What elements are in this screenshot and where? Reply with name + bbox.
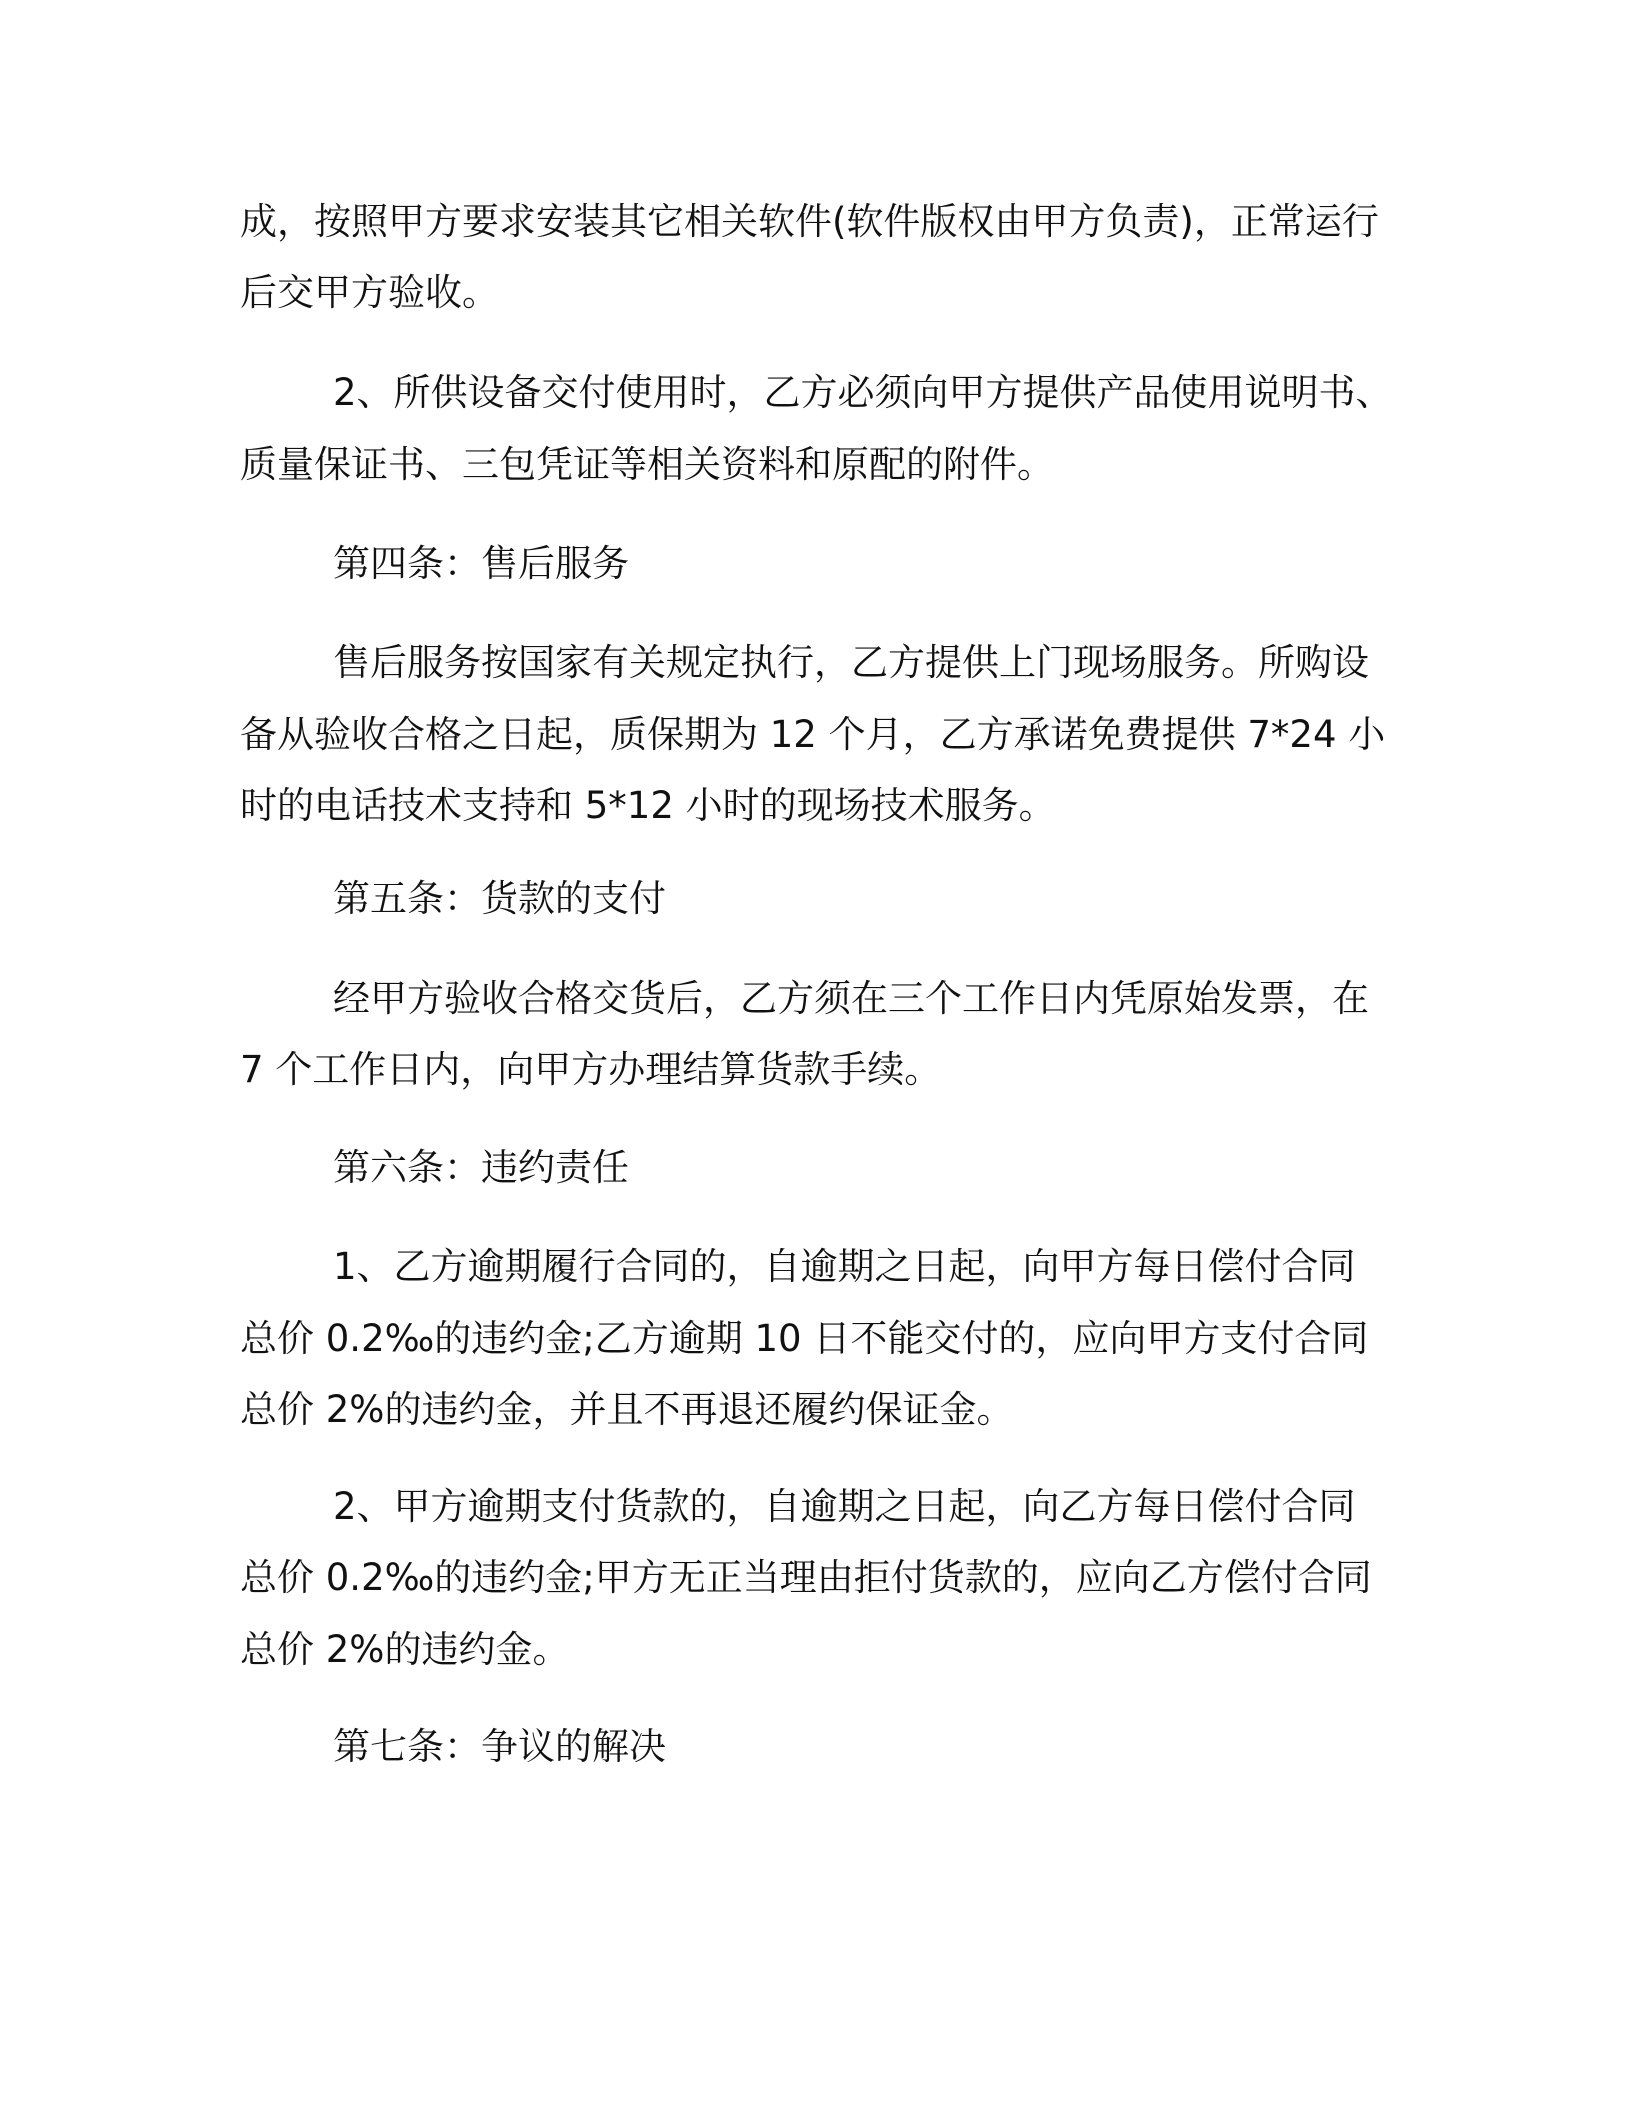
section-heading: 第七条：争议的解决 bbox=[333, 1725, 666, 1768]
section-heading: 第五条：货款的支付 bbox=[333, 877, 666, 920]
section-heading: 第四条：售后服务 bbox=[333, 542, 629, 585]
paragraph-line: 2、所供设备交付使用时，乙方必须向甲方提供产品使用说明书、 bbox=[333, 371, 1393, 414]
paragraph-line: 时的电话技术支持和 5*12 小时的现场技术服务。 bbox=[240, 784, 1056, 827]
paragraph-line: 总价 0.2‰的违约金;乙方逾期 10 日不能交付的，应向甲方支付合同 bbox=[240, 1317, 1369, 1360]
paragraph-line: 1、乙方逾期履行合同的，自逾期之日起，向甲方每日偿付合同 bbox=[333, 1245, 1356, 1288]
paragraph-line: 2、甲方逾期支付货款的，自逾期之日起，向乙方每日偿付合同 bbox=[333, 1485, 1356, 1528]
paragraph-line: 成，按照甲方要求安装其它相关软件(软件版权由甲方负责)，正常运行 bbox=[240, 200, 1379, 243]
paragraph-line: 后交甲方验收。 bbox=[240, 271, 499, 314]
paragraph-line: 总价 2%的违约金。 bbox=[240, 1628, 570, 1671]
paragraph-line: 质量保证书、三包凭证等相关资料和原配的附件。 bbox=[240, 443, 1054, 486]
section-heading: 第六条：违约责任 bbox=[333, 1146, 629, 1189]
paragraph-line: 经甲方验收合格交货后，乙方须在三个工作日内凭原始发票，在 bbox=[333, 977, 1369, 1020]
paragraph-line: 备从验收合格之日起，质保期为 12 个月，乙方承诺免费提供 7*24 小 bbox=[240, 713, 1386, 756]
paragraph-line: 7 个工作日内，向甲方办理结算货款手续。 bbox=[240, 1048, 942, 1091]
paragraph-line: 售后服务按国家有关规定执行，乙方提供上门现场服务。所购设 bbox=[333, 641, 1369, 684]
paragraph-line: 总价 0.2‰的违约金;甲方无正当理由拒付货款的，应向乙方偿付合同 bbox=[240, 1556, 1372, 1599]
paragraph-line: 总价 2%的违约金，并且不再退还履约保证金。 bbox=[240, 1388, 1014, 1431]
